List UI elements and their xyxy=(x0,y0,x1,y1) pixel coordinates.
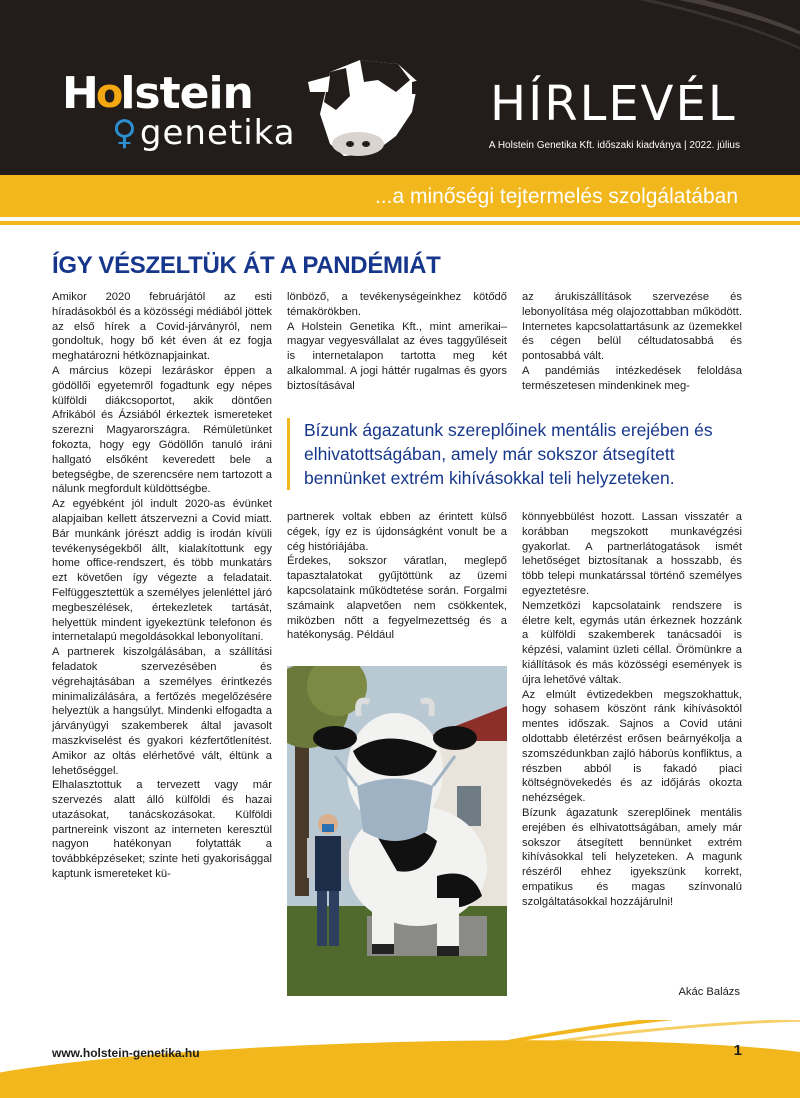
cow-head-icon xyxy=(300,52,430,162)
cow-statue-photo xyxy=(287,666,507,996)
paragraph: A pandémiás intézkedések feloldása természetesen mindenkinek meg- xyxy=(522,364,742,392)
paragraph: Nemzetközi kapcsolataink rendszere is életre kelt, egymás után érkeznek hozzánk a külföldi szakemberek tanácsadói is képzési, valamint üzleti céllal. Örömünkre a kiállítások és más közösségi események is újra lehetővé váltak. xyxy=(522,599,742,686)
article-headline: ÍGY VÉSZELTÜK ÁT A PANDÉMIÁT xyxy=(52,252,441,279)
pull-quote: Bízunk ágazatunk szereplőinek mentális erejében és elhivatottságában, amely már sokszor átsegített bennünket extrém kihívásokkal teli helyzeteken. xyxy=(287,418,742,490)
newsletter-title: HÍRLEVÉL xyxy=(490,76,737,132)
paragraph: Elhalasztottuk a tervezett vagy már szervezés alatt álló külföldi és hazai utazásokat, tanácskozásokat. Külföldi partnereink viszont az interneten keresztül nagyon hatékonyan folytatták a továbbképzéseket; szinte heti gyakorisággal kaptunk ismereteket kü- xyxy=(52,779,272,881)
paragraph: könnyebbülést hozott. Lassan visszatér a korábban megszokott munkavégzési gyakorlat. A partnerlátogatások ismét lehetőséget biztosítanak a hosszabb, és több telepi munkatárssal történő személyes egyeztetésre. xyxy=(522,511,742,597)
paragraph: A partnerek kiszolgálásában, a szállítási feladatok szervezésében és végrehajtásában a személyes érintkezés minimalizálására, a fertőzés megelőzésére helyeztük a hangsúlyt. Mindenki elfogadta a járványügyi szakemberek által javasolt maszkviselést és gyakori kézfertőtlenítést. Amikor az oltás elérhetővé vált, éltünk a lehetőséggel. xyxy=(52,646,272,777)
logo-text: lstein xyxy=(120,68,253,119)
paragraph: az árukiszállítások szervezése és lebonyolítása még olajozottabban működött. Internetes kapcsolattartásunk az üzemekkel és cégen belül céltudatosabbá és pontosabbá vált. xyxy=(522,291,742,363)
article-column-3-bottom xyxy=(522,510,742,910)
article-column-2-bottom xyxy=(287,510,507,643)
paragraph: Az egyébként jól indult 2020-as évünket alapjaiban kellett átszervezni a Covid miatt. Bár munkánk jórészt addig is irodán kívüli tevékenységekből állt, kialakítottunk egy home office-rendszert, és több munkatárs ezt követően így végezte a feladatait. Felfüggesztettük a személyes jelenléttel járó megbeszélések, értekezletek tartását, helyettük mindent igyekeztünk telefonon és internetalapú megoldásokkal lebonyolítani. xyxy=(52,498,272,644)
paragraph: Az elmúlt évtizedekben megszokhattuk, hogy sohasem köszönt ránk kihívásoktól mentes időszak. Sajnos a Covid utáni oldottabb életérzést erősen beárnyékolja a szomszédunkban zajló háborús konfliktus, a részben abból is fakadó piaci költségnövekedés és az időjárás okozta nehézségek. xyxy=(522,688,742,805)
paragraph: Érdekes, sokszor váratlan, meglepő tapasztalatokat gyűjtöttünk az üzemi kapcsolataink működtetése során. Forgalmi számaink alapvetően nem csökkentek, miközben nőtt a fegyelmezettség és a hatékonyság. Például xyxy=(287,555,507,642)
tagline-bar xyxy=(0,175,800,221)
holstein-genetika-logo[interactable] xyxy=(62,68,296,153)
paragraph: lönböző, a tevékenységeinkhez kötődő témakörökben. xyxy=(287,291,507,318)
article-column-1 xyxy=(52,290,272,882)
tagline: ...a minőségi tejtermelés szolgálatában xyxy=(374,185,738,208)
paragraph: A március közepi lezáráskor éppen a gödöllői egyetemről fogadtunk egy népes külföldi diákcsoportot, akik döntően Afrikából és Ázsiából érkeztek ismereteket szerezni Magyarországra. Rémületünket fokozta, hogy egy Gödöllőn tanuló iráni hallgató elsőként keveredett bele a betegségbe, de szerencsére nem tartozott a nálunk megfordult küldöttségbe. xyxy=(52,364,272,496)
page-number: 1 xyxy=(733,1042,742,1059)
paragraph: A Holstein Genetika Kft., mint amerikai–magyar vegyesvállalat az éves taggyűléseit is internetalapon tartotta meg két alkalommal. A jogi háttér rugalmas és gyors biztosításával xyxy=(287,320,507,392)
paragraph: partnerek voltak ebben az érintett külső cégek, így ez is újdonságként vonult be a cég históriájába. xyxy=(287,511,507,553)
logo-text: H xyxy=(62,68,98,119)
author-signature: Akác Balázs xyxy=(678,986,740,998)
paragraph: Amikor 2020 februárjától az esti híradásokból és a közösségi médiából jöttek az első hírek a Covid-járványról, nem gondoltuk, hogy bő két éven át ez fogja meghatározni hétköznapjainkat. xyxy=(52,291,272,363)
website-link[interactable]: www.holstein-genetika.hu xyxy=(52,1046,200,1060)
logo-subtext: genetika xyxy=(139,113,296,153)
masthead xyxy=(0,0,800,175)
article-column-2-top xyxy=(287,290,507,394)
paragraph: Bízunk ágazatunk szereplőinek mentális erejében és elhivatottságában, amely már sokszor átsegített bennünket extrém kihívásokkal teli helyzeteken. A magunk részéről ehhez igyekszünk korrekt, empatikus és magas színvonalú szolgáltatásokkal hozzájárulni! xyxy=(522,806,742,908)
article-column-3-top xyxy=(522,290,742,394)
edition-subtitle: A Holstein Genetika Kft. időszaki kiadványa | 2022. július xyxy=(488,140,740,151)
male-symbol-icon: o xyxy=(95,71,123,117)
female-symbol-icon: ♀ xyxy=(112,113,138,153)
